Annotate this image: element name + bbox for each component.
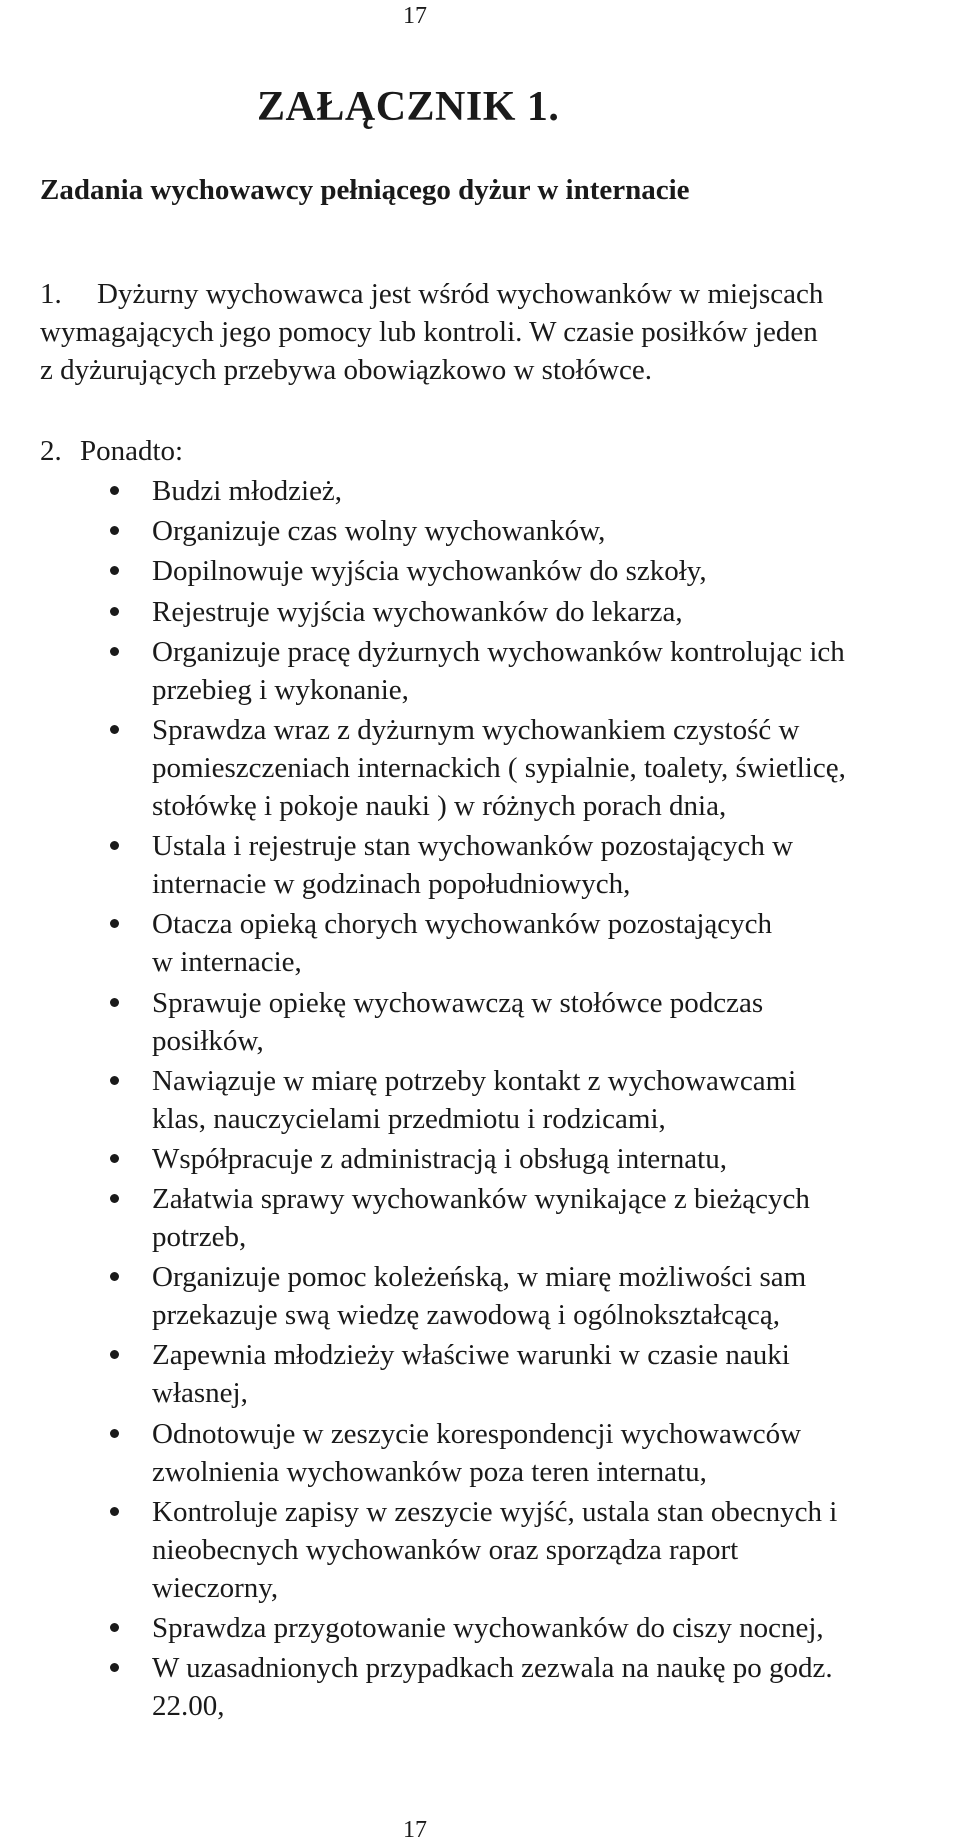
list-item-line: Budzi młodzież,: [152, 475, 343, 507]
list-item: [108, 593, 938, 631]
bullet-icon: [110, 1623, 119, 1632]
list-item: [108, 1493, 938, 1607]
list-item-line: przekazuje swą wiedzę zawodową i ogólnokształcącą,: [152, 1299, 781, 1332]
list-item-line: pomieszczeniach internackich ( sypialnie, toalety, świetlicę,: [152, 751, 846, 784]
list-item: [108, 633, 938, 709]
list-item: [108, 1180, 938, 1256]
list-item-line: własnej,: [152, 1377, 248, 1410]
list-item-line: stołówkę i pokoje nauki ) w różnych porach dnia,: [152, 789, 727, 822]
list-item: [108, 1062, 938, 1138]
list-item: [108, 1336, 938, 1412]
list-item-line: przebieg i wykonanie,: [152, 673, 409, 706]
duties-list: [108, 472, 938, 1727]
bullet-icon: [110, 526, 119, 535]
list-item: [108, 1140, 938, 1178]
list-item-line: klas, nauczycielami przedmiotu i rodzicami,: [152, 1102, 666, 1135]
page-number-bottom: 17: [403, 1817, 427, 1843]
list-item-line: Zapewnia młodzieży właściwe warunki w czasie nauki: [152, 1339, 790, 1372]
list-item-line: potrzeb,: [152, 1221, 247, 1254]
list-item: [108, 711, 938, 825]
bullet-icon: [110, 486, 119, 495]
list-item: [108, 472, 938, 510]
list-item-line: Kontroluje zapisy w zeszycie wyjść, ustala stan obecnych i: [152, 1495, 838, 1528]
list-item: [108, 984, 938, 1060]
section-title: Zadania wychowawcy pełniącego dyżur w internacie: [40, 174, 690, 206]
bullet-icon: [110, 919, 119, 928]
list-item-line: wieczorny,: [152, 1571, 279, 1604]
paragraph-line: Dyżurny wychowawca jest wśród wychowanków w miejscach: [97, 278, 824, 310]
list-item-line: Organizuje pracę dyżurnych wychowanków kontrolując ich: [152, 635, 845, 668]
list-item-line: w internacie,: [152, 946, 302, 979]
bullet-icon: [110, 841, 119, 850]
list-item-line: posiłków,: [152, 1024, 264, 1057]
paragraph-2: 2. Ponadto:: [40, 435, 184, 467]
list-item-line: Organizuje pomoc koleżeńską, w miarę możliwości sam: [152, 1261, 807, 1294]
list-item-line: Nawiązuje w miarę potrzeby kontakt z wychowawcami: [152, 1064, 797, 1097]
bullet-icon: [110, 1154, 119, 1163]
list-item: [108, 827, 938, 903]
bullet-icon: [110, 607, 119, 616]
list-item-line: Sprawuje opiekę wychowawczą w stołówce podczas: [152, 986, 764, 1019]
list-item-line: Sprawdza przygotowanie wychowanków do ciszy nocnej,: [152, 1612, 824, 1644]
bullet-icon: [110, 566, 119, 575]
bullet-icon: [110, 1429, 119, 1438]
bullet-icon: [110, 725, 119, 734]
bullet-icon: [110, 998, 119, 1007]
annex-title: ZAŁĄCZNIK 1.: [257, 84, 560, 130]
paragraph-line: wymagających jego pomocy lub kontroli. W czasie posiłków jeden: [40, 316, 818, 348]
bullet-icon: [110, 1076, 119, 1085]
list-item-line: Sprawdza wraz z dyżurnym wychowankiem czystość w: [152, 713, 800, 746]
list-item-line: Otacza opieką chorych wychowanków pozostających: [152, 908, 773, 941]
list-item-line: Odnotowuje w zeszycie korespondencji wychowawców: [152, 1417, 802, 1450]
list-item: [108, 1609, 938, 1647]
list-item: [108, 1415, 938, 1491]
paragraph-1: 1. Dyżurny wychowawca jest wśród wychowanków w miejscach wymagających jego pomocy lub kontroli. W czasie posiłków jeden z dyżurujących przebywa obowiązkowo w stołówce.: [40, 278, 824, 386]
list-item-line: Dopilnowuje wyjścia wychowanków do szkoły,: [152, 555, 707, 588]
list-item: [108, 1649, 938, 1725]
bullet-icon: [110, 647, 119, 656]
list-item-line: nieobecnych wychowanków oraz sporządza raport: [152, 1533, 739, 1566]
list-item: [108, 1258, 938, 1334]
list-item-line: Ustala i rejestruje stan wychowanków pozostających w: [152, 830, 794, 863]
list-item-line: 22.00,: [152, 1690, 225, 1723]
bullet-icon: [110, 1350, 119, 1359]
list-item-line: zwolnienia wychowanków poza teren internatu,: [152, 1455, 707, 1488]
paragraph-line: z dyżurujących przebywa obowiązkowo w stołówce.: [40, 354, 653, 386]
list-item-line: Organizuje czas wolny wychowanków,: [152, 515, 606, 548]
bullet-icon: [110, 1507, 119, 1516]
list-item-line: Rejestruje wyjścia wychowanków do lekarza,: [152, 595, 683, 628]
list-item-line: Załatwia sprawy wychowanków wynikające z bieżących: [152, 1183, 810, 1216]
list-item: [108, 512, 938, 550]
paragraph-line: Ponadto:: [80, 435, 184, 467]
list-item-line: W uzasadnionych przypadkach zezwala na naukę po godz.: [152, 1652, 833, 1685]
bullet-icon: [110, 1272, 119, 1281]
list-item-line: Współpracuje z administracją i obsługą internatu,: [152, 1142, 727, 1175]
list-item-line: internacie w godzinach popołudniowych,: [152, 868, 631, 901]
bullet-icon: [110, 1194, 119, 1203]
list-item: [108, 905, 938, 981]
bullet-icon: [110, 1663, 119, 1672]
page-number-top: 17: [403, 3, 427, 29]
list-item: [108, 552, 938, 590]
